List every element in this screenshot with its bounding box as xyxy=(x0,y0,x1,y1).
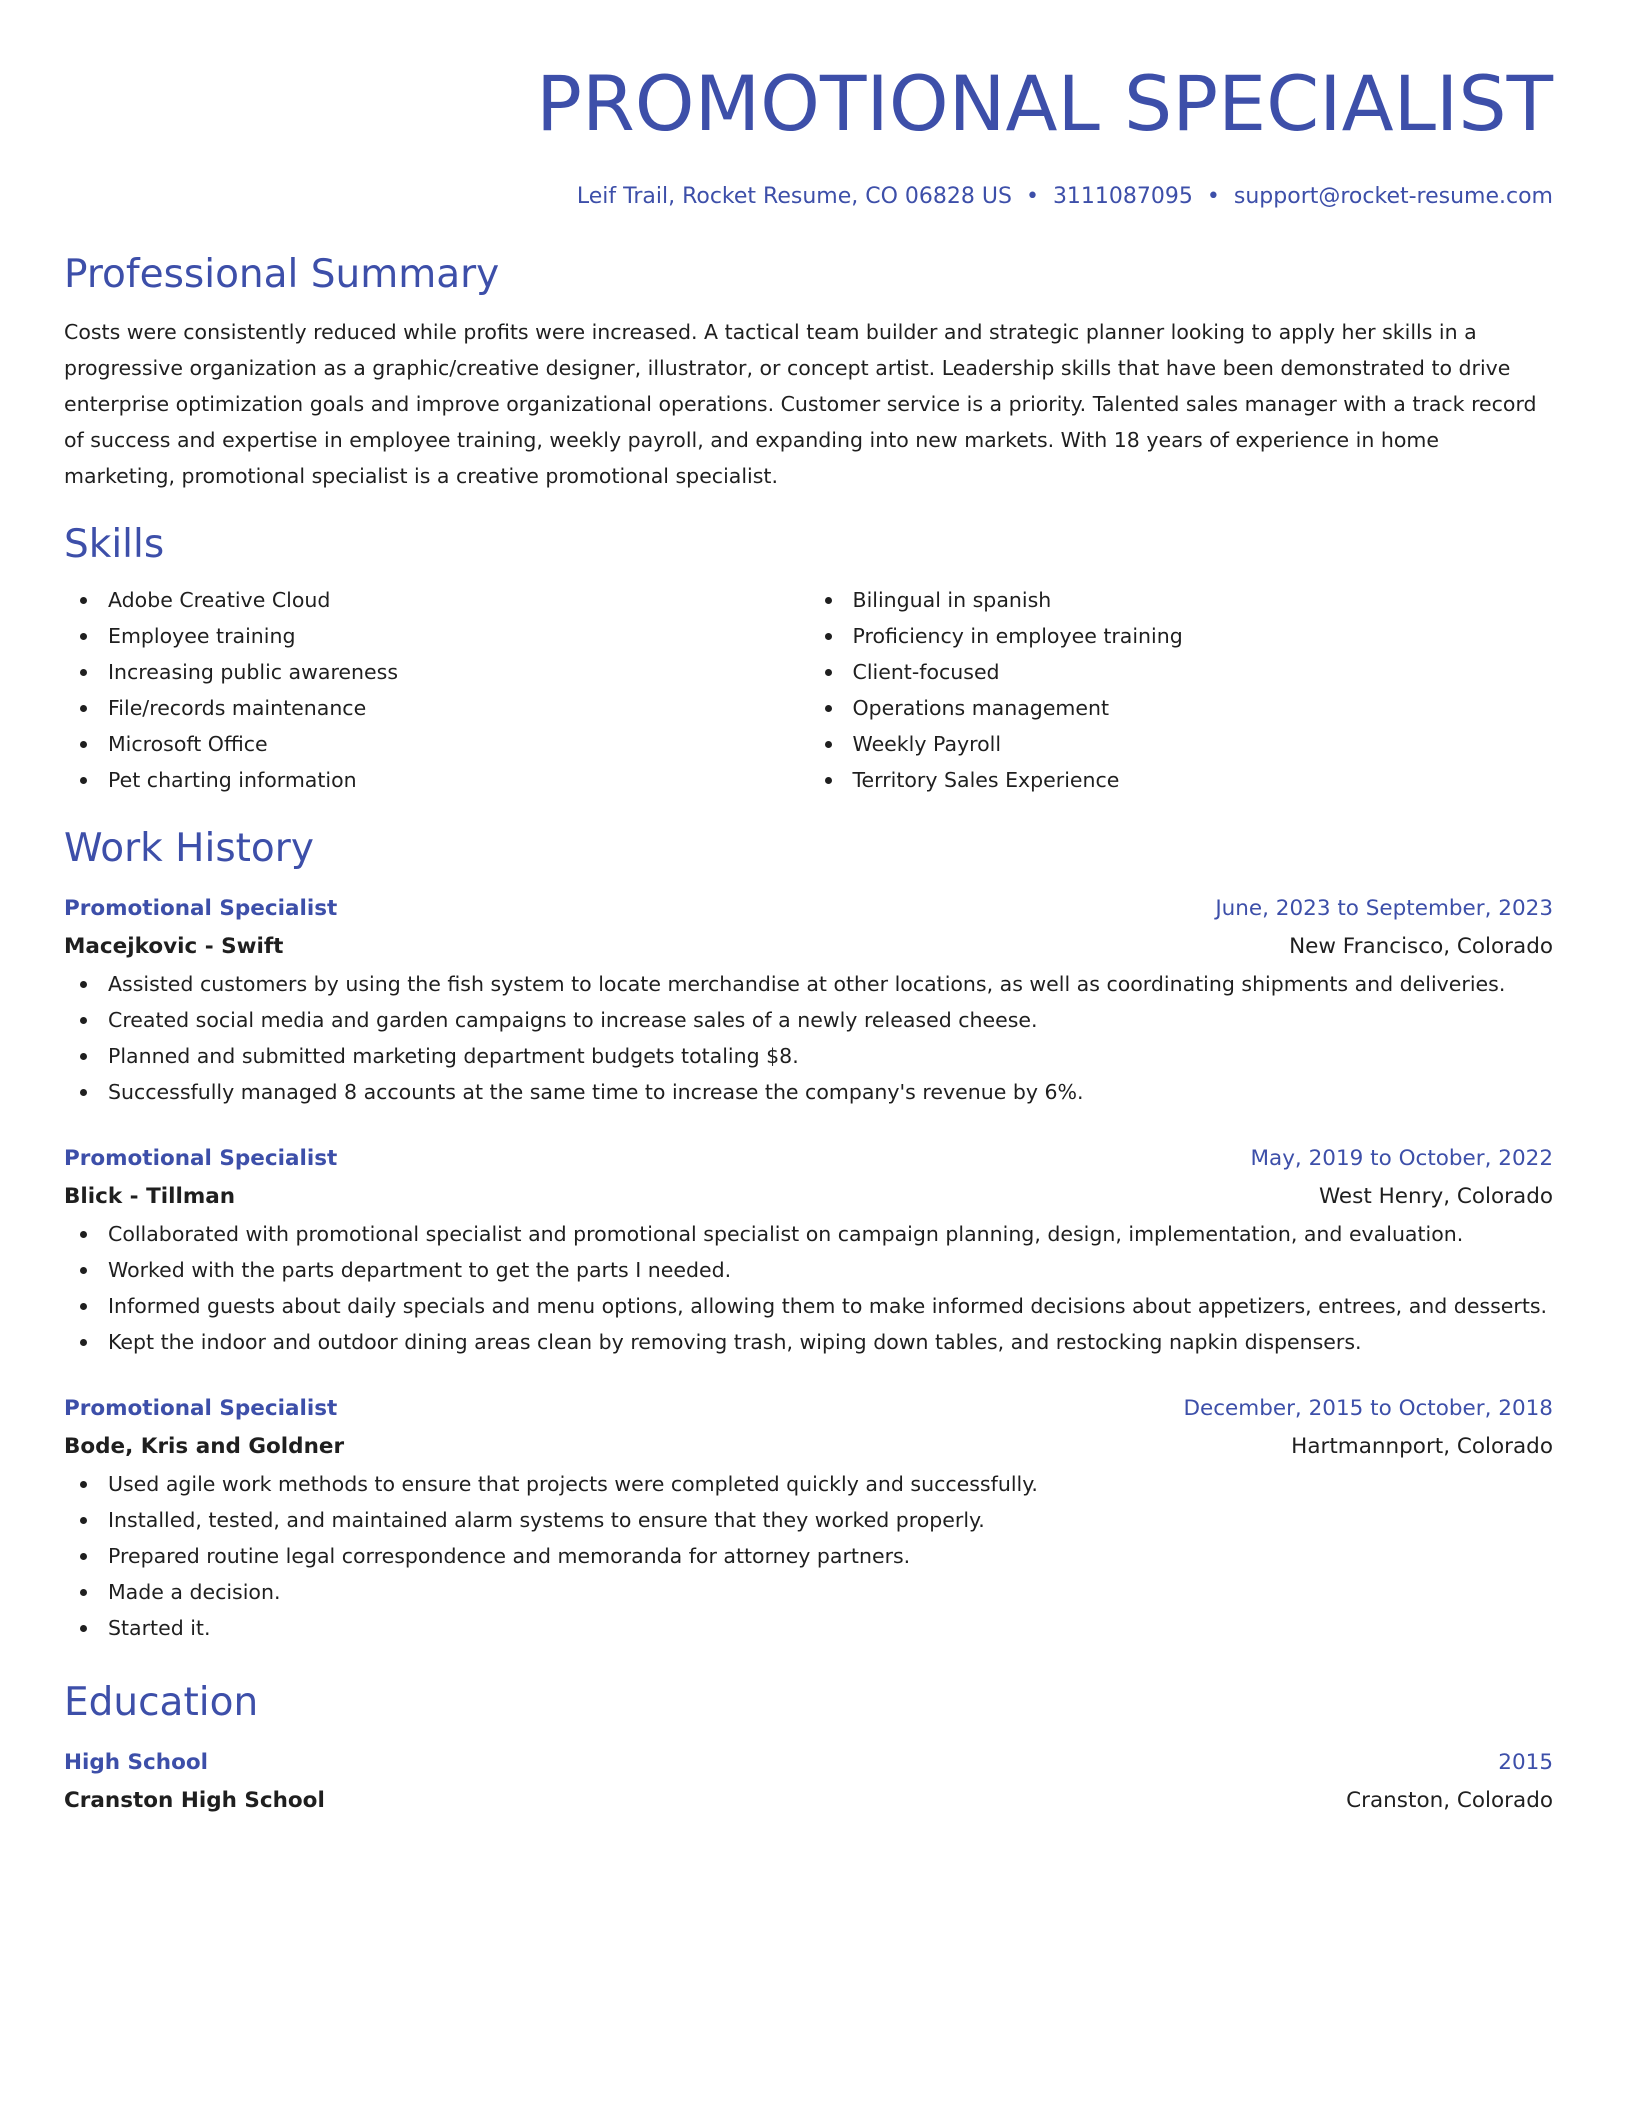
skill-item: Client-focused xyxy=(809,654,1554,690)
job-company-row xyxy=(64,1428,1553,1466)
job-company-row xyxy=(64,1178,1553,1216)
job-company: Bode, Kris and Goldner xyxy=(64,1434,345,1459)
job-bullet: Started it. xyxy=(64,1610,1553,1646)
skill-item: Microsoft Office xyxy=(64,726,809,762)
job-bullet: Collaborated with promotional specialist and promotional specialist on campaign planning, design, implementation, and evaluation. xyxy=(64,1216,1553,1252)
skill-item: Increasing public awareness xyxy=(64,654,809,690)
job-bullets xyxy=(64,1216,1553,1360)
job-bullet: Made a decision. xyxy=(64,1574,1553,1610)
summary-text: Costs were consistently reduced while profits were increased. A tactical team builder and strategic planner looking to apply her skills in a progressive organization as a graphic/creative designer, illustrator, or concept artist. Leadership skills that have been demonstrated to drive enterprise optimization goals and improve organizational operations. Customer service is a priority. Talented sales manager with a track record of success and expertise in employee training, weekly payroll, and expanding into new markets. With 18 years of experience in home marketing, promotional specialist is a creative promotional specialist. xyxy=(64,320,1537,488)
education-school: Cranston High School xyxy=(64,1788,325,1813)
resume-title: PROMOTIONAL SPECIALIST xyxy=(536,59,1553,148)
job-title: Promotional Specialist xyxy=(64,1396,338,1421)
skills-list-left xyxy=(64,582,809,798)
contact-separator: • xyxy=(1025,184,1039,209)
skill-item: Bilingual in spanish xyxy=(809,582,1554,618)
education-heading: Education xyxy=(64,1680,259,1725)
contact-address: Leif Trail, Rocket Resume, CO 06828 US xyxy=(576,184,1012,209)
contact-line xyxy=(64,182,1553,212)
job-entry xyxy=(64,1140,1553,1360)
contact-separator: • xyxy=(1206,184,1220,209)
skill-item: Adobe Creative Cloud xyxy=(64,582,809,618)
skill-item: Territory Sales Experience xyxy=(809,762,1554,798)
education-degree-row xyxy=(64,1744,1553,1782)
job-bullet: Prepared routine legal correspondence and memoranda for attorney partners. xyxy=(64,1538,1553,1574)
resume-header xyxy=(64,56,1553,212)
job-bullets xyxy=(64,1466,1553,1646)
job-company: Blick - Tillman xyxy=(64,1184,236,1209)
job-title-row xyxy=(64,1390,1553,1428)
skill-item: Operations management xyxy=(809,690,1554,726)
education-school-row xyxy=(64,1782,1553,1820)
job-location: New Francisco, Colorado xyxy=(1289,934,1553,959)
job-dates: May, 2019 to October, 2022 xyxy=(1250,1146,1553,1171)
job-location: Hartmannport, Colorado xyxy=(1291,1434,1553,1459)
skill-item: Pet charting information xyxy=(64,762,809,798)
education-entry xyxy=(64,1744,1553,1820)
education-location: Cranston, Colorado xyxy=(1346,1788,1553,1813)
skills-list-right xyxy=(809,582,1554,798)
job-bullet: Created social media and garden campaigns to increase sales of a newly released cheese. xyxy=(64,1002,1553,1038)
job-title-row xyxy=(64,890,1553,928)
work-history-heading: Work History xyxy=(64,826,314,871)
summary-heading: Professional Summary xyxy=(64,252,500,297)
job-bullet: Planned and submitted marketing department budgets totaling $8. xyxy=(64,1038,1553,1074)
job-bullet: Worked with the parts department to get the parts I needed. xyxy=(64,1252,1553,1288)
job-entry xyxy=(64,1390,1553,1646)
job-title: Promotional Specialist xyxy=(64,896,338,921)
skill-item: Proficiency in employee training xyxy=(809,618,1554,654)
job-dates: June, 2023 to September, 2023 xyxy=(1215,896,1553,921)
job-entry xyxy=(64,890,1553,1110)
skills-heading: Skills xyxy=(64,522,165,567)
contact-email[interactable]: support@rocket-resume.com xyxy=(1233,184,1553,209)
job-bullet: Installed, tested, and maintained alarm systems to ensure that they worked properly. xyxy=(64,1502,1553,1538)
job-dates: December, 2015 to October, 2018 xyxy=(1183,1396,1553,1421)
education-degree: High School xyxy=(64,1750,208,1775)
job-company: Macejkovic - Swift xyxy=(64,934,284,959)
job-bullet: Assisted customers by using the fish system to locate merchandise at other locations, as well as coordinating shipments and deliveries. xyxy=(64,966,1553,1002)
skill-item: File/records maintenance xyxy=(64,690,809,726)
skills-grid xyxy=(64,582,1553,798)
job-bullet: Kept the indoor and outdoor dining areas clean by removing trash, wiping down tables, and restocking napkin dispensers. xyxy=(64,1324,1553,1360)
education-year: 2015 xyxy=(1498,1750,1553,1775)
job-title-row xyxy=(64,1140,1553,1178)
skill-item: Weekly Payroll xyxy=(809,726,1554,762)
job-bullet: Successfully managed 8 accounts at the same time to increase the company's revenue by 6%. xyxy=(64,1074,1553,1110)
job-location: West Henry, Colorado xyxy=(1318,1184,1553,1209)
job-bullet: Informed guests about daily specials and menu options, allowing them to make informed decisions about appetizers, entrees, and desserts. xyxy=(64,1288,1553,1324)
job-company-row xyxy=(64,928,1553,966)
skill-item: Employee training xyxy=(64,618,809,654)
job-bullets xyxy=(64,966,1553,1110)
contact-phone: 3111087095 xyxy=(1052,184,1193,209)
job-title: Promotional Specialist xyxy=(64,1146,338,1171)
job-bullet: Used agile work methods to ensure that projects were completed quickly and successfully. xyxy=(64,1466,1553,1502)
